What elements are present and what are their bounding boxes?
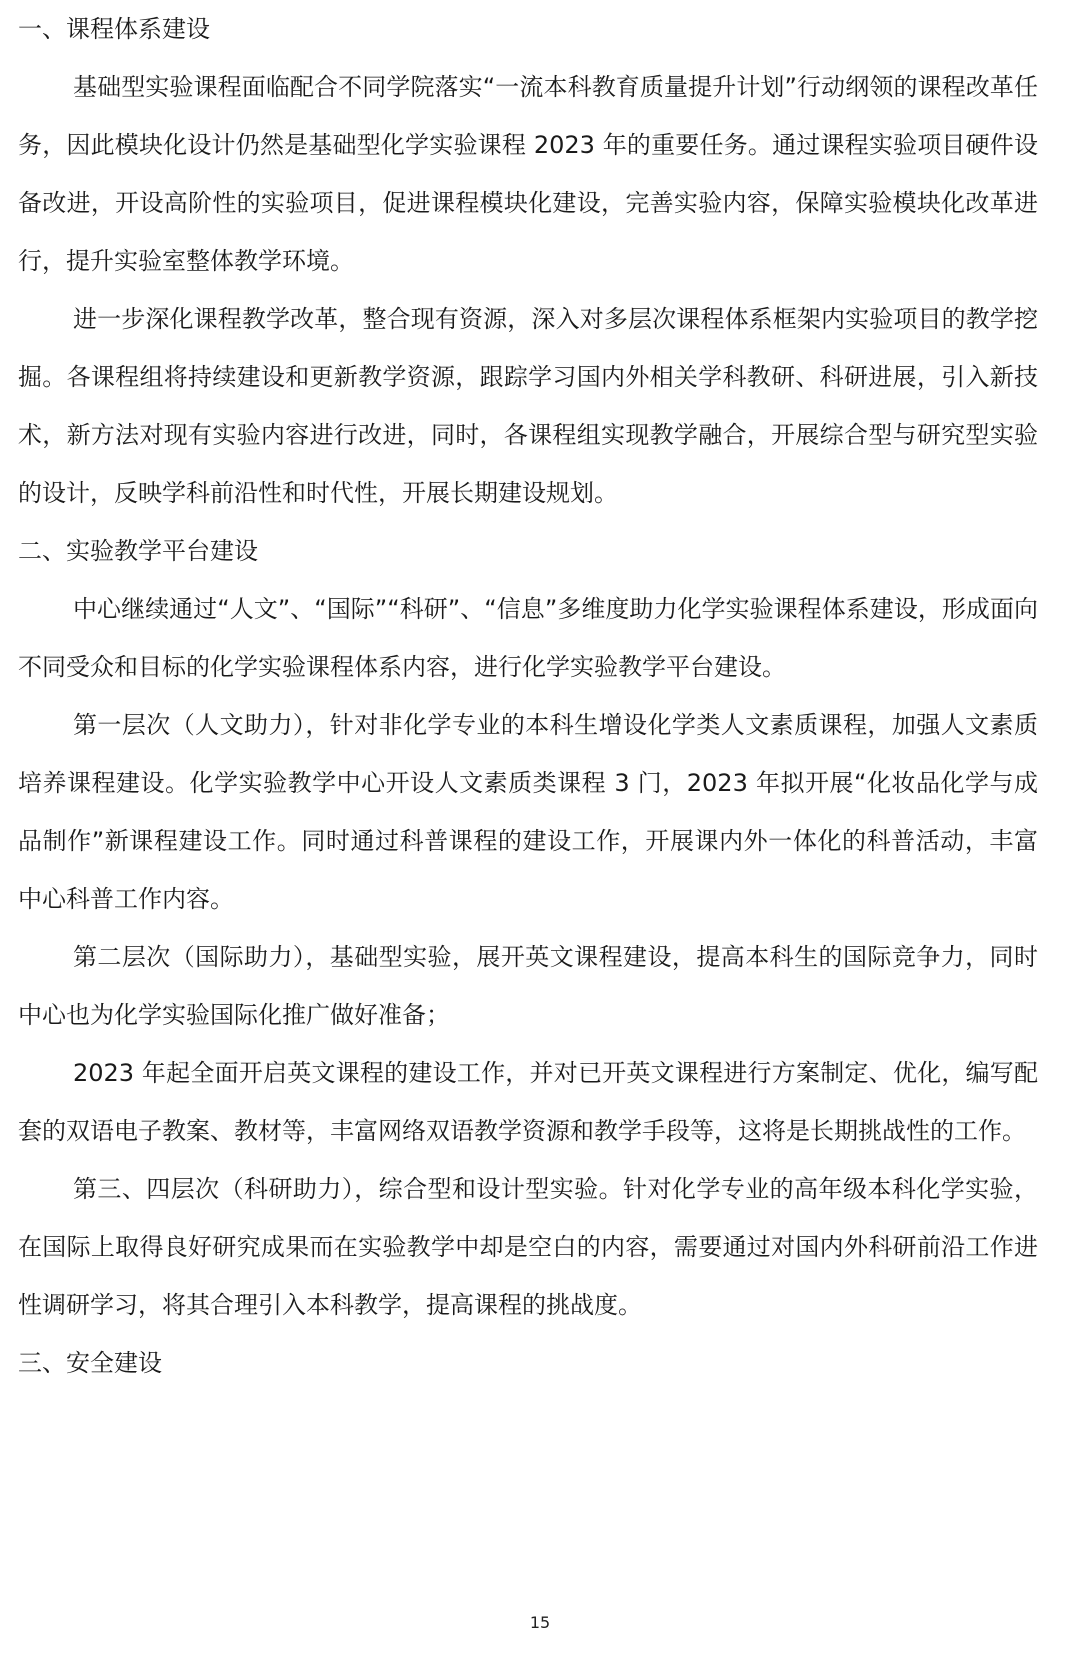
- section-heading-platform: 二、实验教学平台建设: [18, 537, 258, 565]
- paragraph-curriculum-reform: 进一步深化课程教学改革，整合现有资源，深入对多层次课程体系框架内实验项目的教学挖掘。各课程组将持续建设和更新教学资源，跟踪学习国内外相关学科教研、科研进展，引入新技术，新方法对现有实验内容进行改进，同时，各课程组实现教学融合，开展综合型与研究型实验的设计，反映学科前沿性和时代性，开展长期建设规划。: [18, 305, 1038, 507]
- paragraph-level-three-four: 第三、四层次（科研助力），综合型和设计型实验。针对化学专业的高年级本科化学实验，在国际上取得良好研究成果而在实验教学中却是空白的内容，需要通过对国内外科研前沿工作进性调研学习，将其合理引入本科教学，提高课程的挑战度。: [18, 1175, 1038, 1319]
- paragraph-english-courses: 2023 年起全面开启英文课程的建设工作，并对已开英文课程进行方案制定、优化，编写配套的双语电子教案、教材等，丰富网络双语教学资源和教学手段等，这将是长期挑战性的工作。: [18, 1059, 1038, 1145]
- paragraph-platform-intro: 中心继续通过“人文”、“国际”“科研”、“信息”多维度助力化学实验课程体系建设，形成面向不同受众和目标的化学实验课程体系内容，进行化学实验教学平台建设。: [18, 595, 1038, 681]
- document-body: [18, 0, 1038, 1392]
- paragraph-level-two: 第二层次（国际助力），基础型实验，展开英文课程建设，提高本科生的国际竞争力，同时中心也为化学实验国际化推广做好准备；: [18, 943, 1038, 1029]
- paragraph-curriculum-modular: 基础型实验课程面临配合不同学院落实“一流本科教育质量提升计划”行动纲领的课程改革任务，因此模块化设计仍然是基础型化学实验课程 2023 年的重要任务。通过课程实验项目硬件设备改进，开设高阶性的实验项目，促进课程模块化建设，完善实验内容，保障实验模块化改革进行，提升实验室整体教学环境。: [18, 73, 1038, 275]
- section-heading-curriculum: 一、课程体系建设: [18, 15, 210, 43]
- paragraph-level-one: 第一层次（人文助力），针对非化学专业的本科生增设化学类人文素质课程，加强人文素质培养课程建设。化学实验教学中心开设人文素质类课程 3 门，2023 年拟开展“化妆品化学与成品制作”新课程建设工作。同时通过科普课程的建设工作，开展课内外一体化的科普活动，丰富中心科普工作内容。: [18, 711, 1038, 913]
- page-number: 15: [529, 1613, 551, 1632]
- section-heading-safety: 三、安全建设: [18, 1349, 162, 1377]
